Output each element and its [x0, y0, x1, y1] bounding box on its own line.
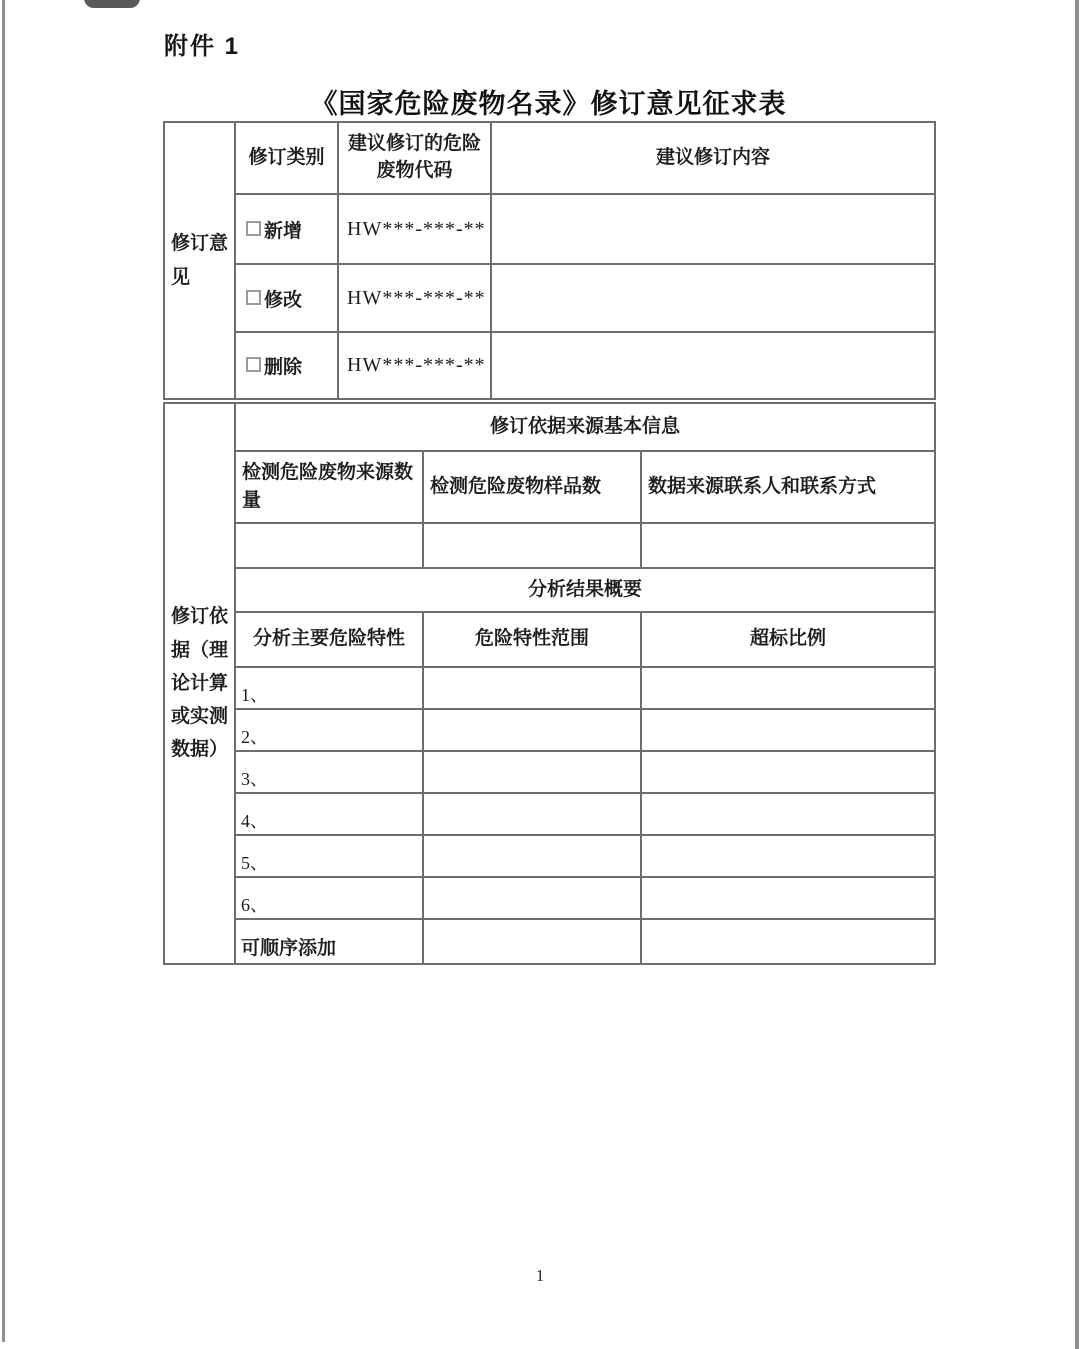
ratio-cell [641, 877, 935, 919]
code-add: HW***-***-** [338, 194, 491, 264]
checkbox-delete-icon[interactable] [246, 357, 261, 372]
header-revision-content: 建议修订内容 [491, 122, 935, 194]
ratio-cell [641, 751, 935, 793]
category-add-label: 新增 [264, 220, 303, 242]
analysis-row-label: 5、 [235, 835, 423, 877]
header-exceedance-ratio: 超标比例 [641, 612, 935, 667]
code-delete: HW***-***-** [338, 332, 491, 399]
ratio-cell [641, 793, 935, 835]
ratio-cell [641, 667, 935, 709]
analysis-summary-title: 分析结果概要 [235, 568, 935, 612]
content-add-cell [491, 194, 935, 264]
analysis-row-label: 3、 [235, 751, 423, 793]
document-title: 《国家危险废物名录》修订意见征求表 [310, 89, 787, 119]
header-characteristic-range: 危险特性范围 [423, 612, 641, 667]
page-left-border [2, 0, 5, 1342]
source-info-title: 修订依据来源基本信息 [235, 403, 935, 451]
range-cell [423, 877, 641, 919]
toolbar-button-partial-icon[interactable] [84, 0, 140, 8]
page-right-border [1075, 0, 1079, 1349]
header-sample-count: 检测危险废物样品数 [423, 451, 641, 523]
category-delete [235, 332, 338, 399]
attachment-label: 附件 1 [164, 33, 241, 60]
category-add [235, 194, 338, 264]
header-contact-info: 数据来源联系人和联系方式 [641, 451, 935, 523]
section-label-revision-basis: 修订依据（理论计算或实测数据） [164, 403, 235, 964]
source-count-cell [235, 523, 423, 568]
header-waste-code: 建议修订的危险废物代码 [338, 122, 491, 194]
ratio-cell [641, 709, 935, 751]
analysis-row-label: 6、 [235, 877, 423, 919]
content-modify-cell [491, 264, 935, 332]
range-cell [423, 709, 641, 751]
revision-basis-table [163, 402, 936, 965]
analysis-row-add-label: 可顺序添加 [235, 919, 423, 964]
analysis-row-label: 4、 [235, 793, 423, 835]
range-cell [423, 667, 641, 709]
category-delete-label: 删除 [264, 357, 303, 378]
contact-info-cell [641, 523, 935, 568]
category-modify [235, 264, 338, 332]
header-source-count: 检测危险废物来源数量 [235, 451, 423, 523]
sample-count-cell [423, 523, 641, 568]
range-cell [423, 793, 641, 835]
checkbox-modify-icon[interactable] [246, 290, 261, 305]
range-cell [423, 835, 641, 877]
range-cell [423, 751, 641, 793]
revision-opinion-table [163, 121, 936, 400]
content-delete-cell [491, 332, 935, 399]
code-modify: HW***-***-** [338, 264, 491, 332]
checkbox-add-icon[interactable] [246, 221, 261, 236]
ratio-cell [641, 835, 935, 877]
page-number: 1 [535, 1266, 545, 1285]
category-modify-label: 修改 [264, 289, 303, 311]
section-label-revision-opinion: 修订意见 [164, 122, 235, 399]
header-revision-category: 修订类别 [235, 122, 338, 194]
analysis-row-label: 1、 [235, 667, 423, 709]
analysis-row-label: 2、 [235, 709, 423, 751]
range-cell [423, 919, 641, 964]
header-hazard-characteristic: 分析主要危险特性 [235, 612, 423, 667]
ratio-cell [641, 919, 935, 964]
